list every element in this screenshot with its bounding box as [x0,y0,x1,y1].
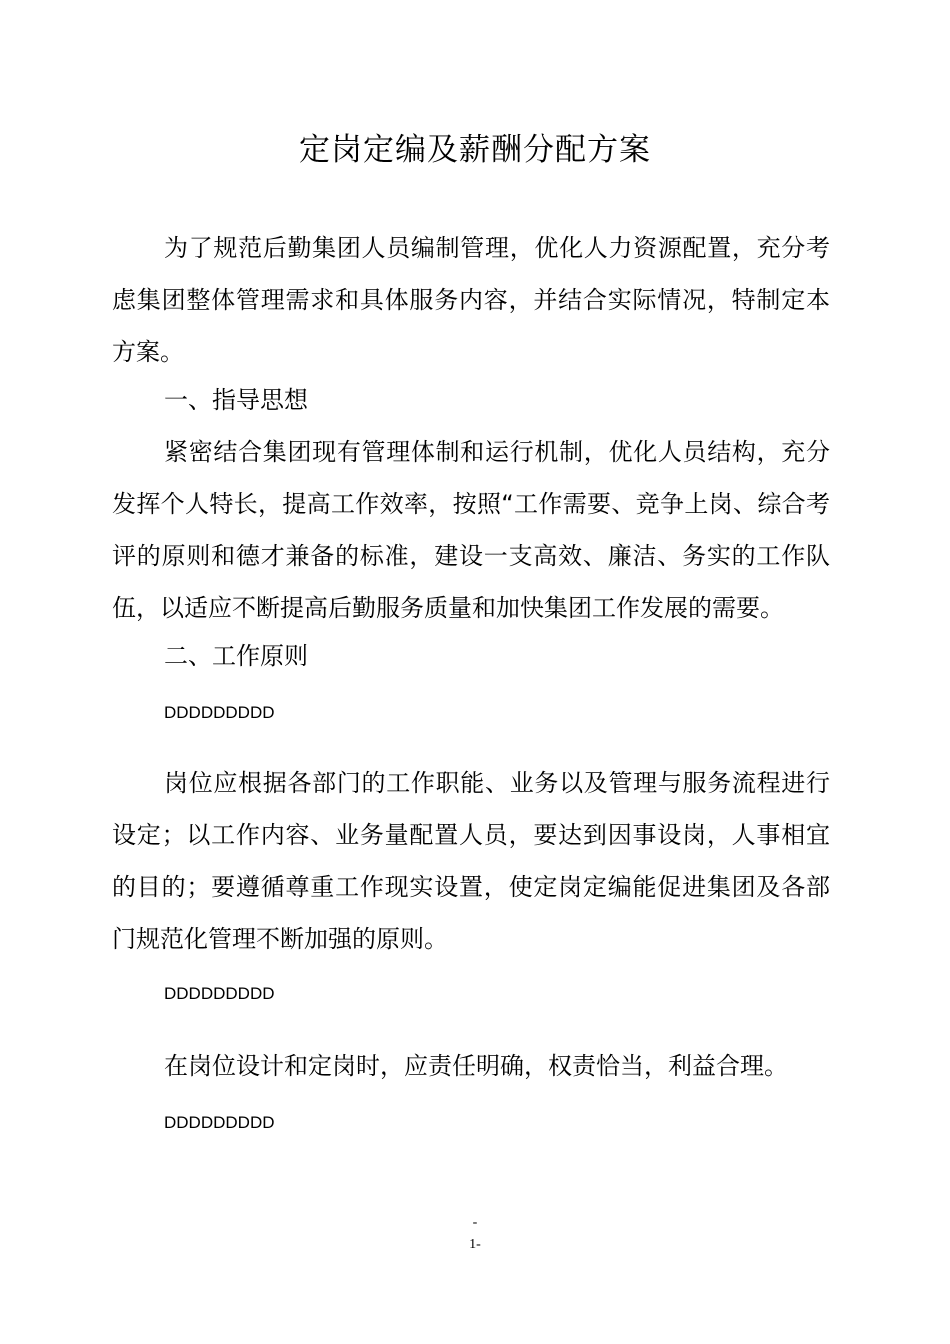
intro-paragraph: 为了规范后勤集团人员编制管理，优化人力资源配置，充分考虑集团整体管理需求和具体服务内容，并结合实际情况，特制定本方案。 [112,234,830,366]
page-number: 1- [469,1237,481,1252]
placeholder-text: DDDDDDDDD [164,1113,275,1132]
principle-paragraph: 岗位应根据各部门的工作职能、业务以及管理与服务流程进行设定；以工作内容、业务量配置人员，要达到因事设岗，人事相宜的目的；要遵循尊重工作现实设置，使定岗定编能促进集团及各部门规范化管理不断加强的原则。 [112,769,830,953]
placeholder-text: DDDDDDDDD [164,984,275,1003]
footer-dash: - [472,1215,478,1230]
guiding-thought-paragraph: 紧密结合集团现有管理体制和运行机制，优化人员结构，充分发挥个人特长，提高工作效率，按照“工作需要、竞争上岗、综合考评的原则和德才兼备的标准，建设一支高效、廉洁、务实的工作队伍，以适应不断提高后勤服务质量和加快集团工作发展的需要。 [112,438,830,622]
placeholder-text: DDDDDDDDD [164,703,275,722]
principle-paragraph: 在岗位设计和定岗时，应责任明确，权责恰当，利益合理。 [164,1052,788,1080]
section-heading-guiding-thought: 一、指导思想 [164,386,308,414]
section-heading-work-principles: 二、工作原则 [164,642,308,670]
document-title: 定岗定编及薪酬分配方案 [299,132,651,168]
